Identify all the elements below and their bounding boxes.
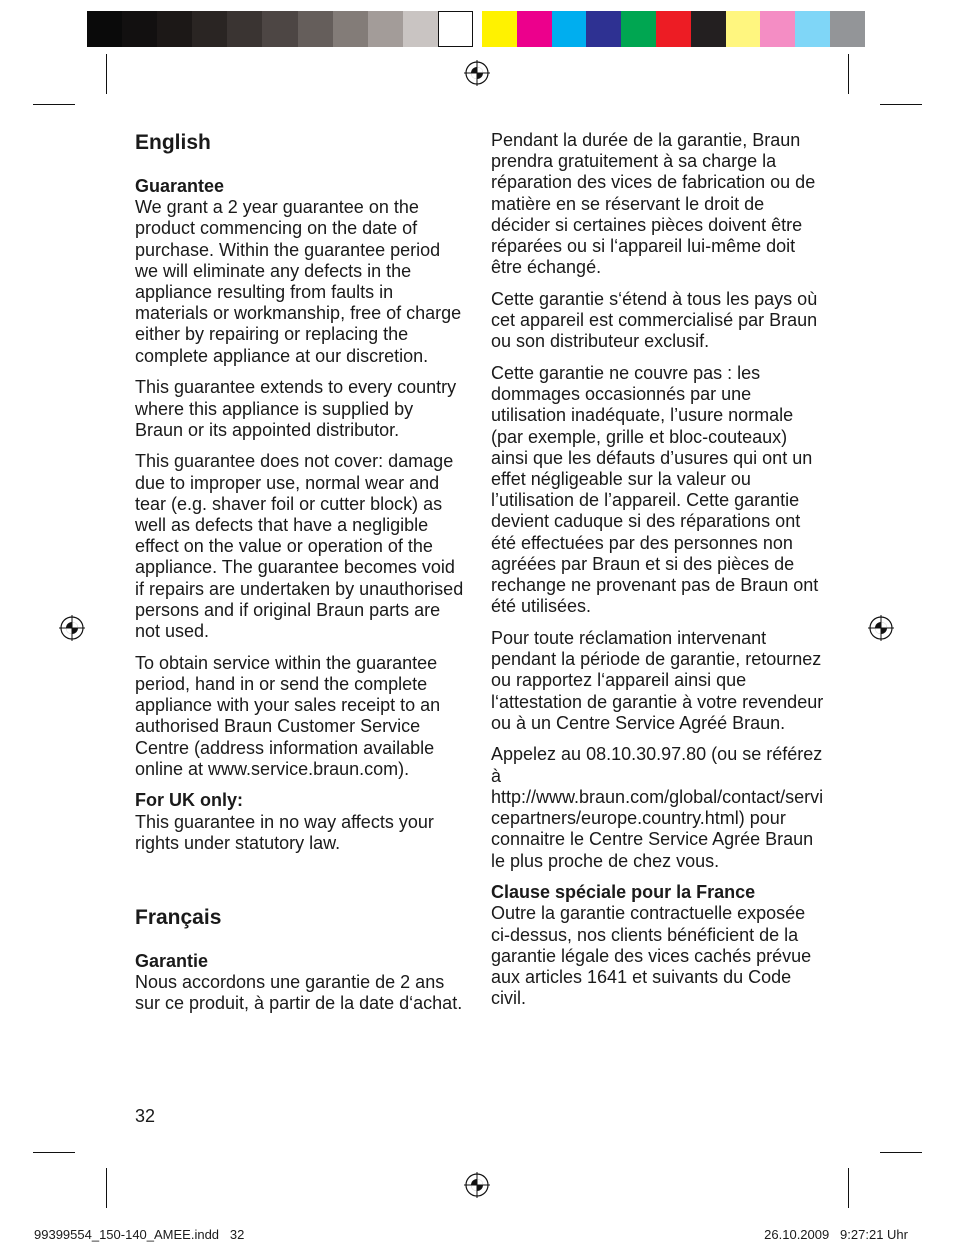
french-paragraph: Pour toute réclamation intervenant pendant la période de garantie, retournez ou rapportez l‘appareil ainsi que l‘attestation de garantie à votre revendeur ou à un Centre Service Agréé Braun. [491, 627, 824, 733]
english-paragraph: To obtain service within the guarantee period, hand in or send the complete appliance with your sales receipt to an authorised Braun Customer Service Centre (address information available online at www.service.braun.com). [135, 652, 441, 779]
registration-mark-icon [464, 60, 490, 86]
color-swatch [621, 11, 656, 47]
garantie-title: Garantie [135, 950, 209, 971]
page-number: 32 [135, 1106, 156, 1126]
crop-mark [880, 1152, 922, 1153]
registration-mark-icon [464, 1172, 490, 1198]
slug-datetime: 26.10.2009 9:27:21 Uhr [764, 1227, 908, 1242]
english-paragraph: This guarantee extends to every country where this appliance is supplied by Braun or its appointed distributor. [135, 377, 457, 440]
color-swatch [760, 11, 795, 47]
color-swatch [333, 11, 368, 47]
crop-mark [848, 54, 849, 94]
color-swatch [795, 11, 830, 47]
color-swatch [87, 11, 122, 47]
color-swatch [586, 11, 621, 47]
crop-mark [880, 104, 922, 105]
registration-mark-icon [59, 615, 85, 641]
english-paragraph: We grant a 2 year guarantee on the product commencing on the date of purchase. Within the guarantee period we will eliminate any defects in the appliance resulting from faults in materials or workmanship, free of charge either by repairing or replacing the complete appliance at our discretion. [135, 197, 462, 366]
color-swatch [368, 11, 403, 47]
color-swatch [122, 11, 157, 47]
right-column [491, 130, 826, 1020]
guarantee-title: Guarantee [135, 176, 225, 196]
color-swatch [552, 11, 587, 47]
uk-only-title: For UK only: [135, 790, 243, 811]
color-swatch [691, 11, 726, 47]
left-column [135, 130, 465, 1025]
english-heading: English [135, 131, 211, 154]
crop-mark [848, 1168, 849, 1208]
color-swatch [726, 11, 761, 47]
color-swatch [227, 11, 262, 47]
process-color-bar [482, 11, 865, 47]
crop-mark [106, 1168, 107, 1208]
color-swatch [830, 11, 865, 47]
color-swatch [157, 11, 192, 47]
crop-mark [106, 54, 107, 94]
french-paragraph: Cette garantie s‘étend à tous les pays où cet appareil est commercialisé par Braun ou son distributeur exclusif. [491, 288, 818, 352]
color-swatch [482, 11, 517, 47]
registration-mark-icon [868, 615, 894, 641]
color-swatch [656, 11, 691, 47]
uk-only-text: This guarantee in no way affects your rights under statutory law. [135, 811, 434, 853]
color-swatch [403, 11, 438, 47]
color-swatch [517, 11, 552, 47]
french-paragraph: Appelez au 08.10.30.97.80 (ou se référez à http://www.braun.com/global/contact/servicepartners/europe.country.html) pour connaitre le Centre Service Agrée Braun le plus proche de chez vous. [491, 744, 824, 871]
grayscale-color-bar [87, 11, 473, 47]
english-paragraph: This guarantee does not cover: damage due to improper use, normal wear and tear (e.g. shaver foil or cutter block) as well as defects that have a negligible effect on the value or operation of the appliance. The guarantee becomes void if repairs are undertaken by unauthorised persons and if original Braun parts are not used. [135, 451, 464, 642]
french-paragraph: Cette garantie ne couvre pas : les dommages occasionnés par une utilisation inadéquate, l’usure normale (par exemple, grille et bloc-couteaux) ainsi que les défauts d’usures qui ont un effet négligeable sur la valeur ou l’utilisation de l’appareil. Cette garantie devient caduque si des réparations ont été effectuées par des personnes non agréées par Braun et si des pièces de rechange ne provenant pas de Braun ont été utilisées. [491, 363, 819, 617]
french-heading: Français [135, 905, 222, 929]
color-swatch [262, 11, 297, 47]
clause-text: Outre la garantie contractuelle exposée ci-dessus, nos clients bénéficient de la garantie légale des vices cachés prévue aux articles 1641 et suivants du Code civil. [491, 903, 812, 1009]
slug-filename: 99399554_150-140_AMEE.indd 32 [34, 1227, 245, 1242]
french-paragraph: Nous accordons une garantie de 2 ans sur ce produit, à partir de la date d‘achat. [135, 971, 463, 1013]
color-swatch [438, 11, 473, 47]
clause-title: Clause spéciale pour la France [491, 882, 756, 903]
crop-mark [33, 104, 75, 105]
color-swatch [192, 11, 227, 47]
crop-mark [33, 1152, 75, 1153]
french-paragraph: Pendant la durée de la garantie, Braun prendra gratuitement à sa charge la réparation des vices de fabrication ou de matière en se réservant le droit de décider si certaines pièces doivent être réparées ou si l‘appareil lui-même doit être échangé. [491, 130, 816, 278]
color-swatch [298, 11, 333, 47]
